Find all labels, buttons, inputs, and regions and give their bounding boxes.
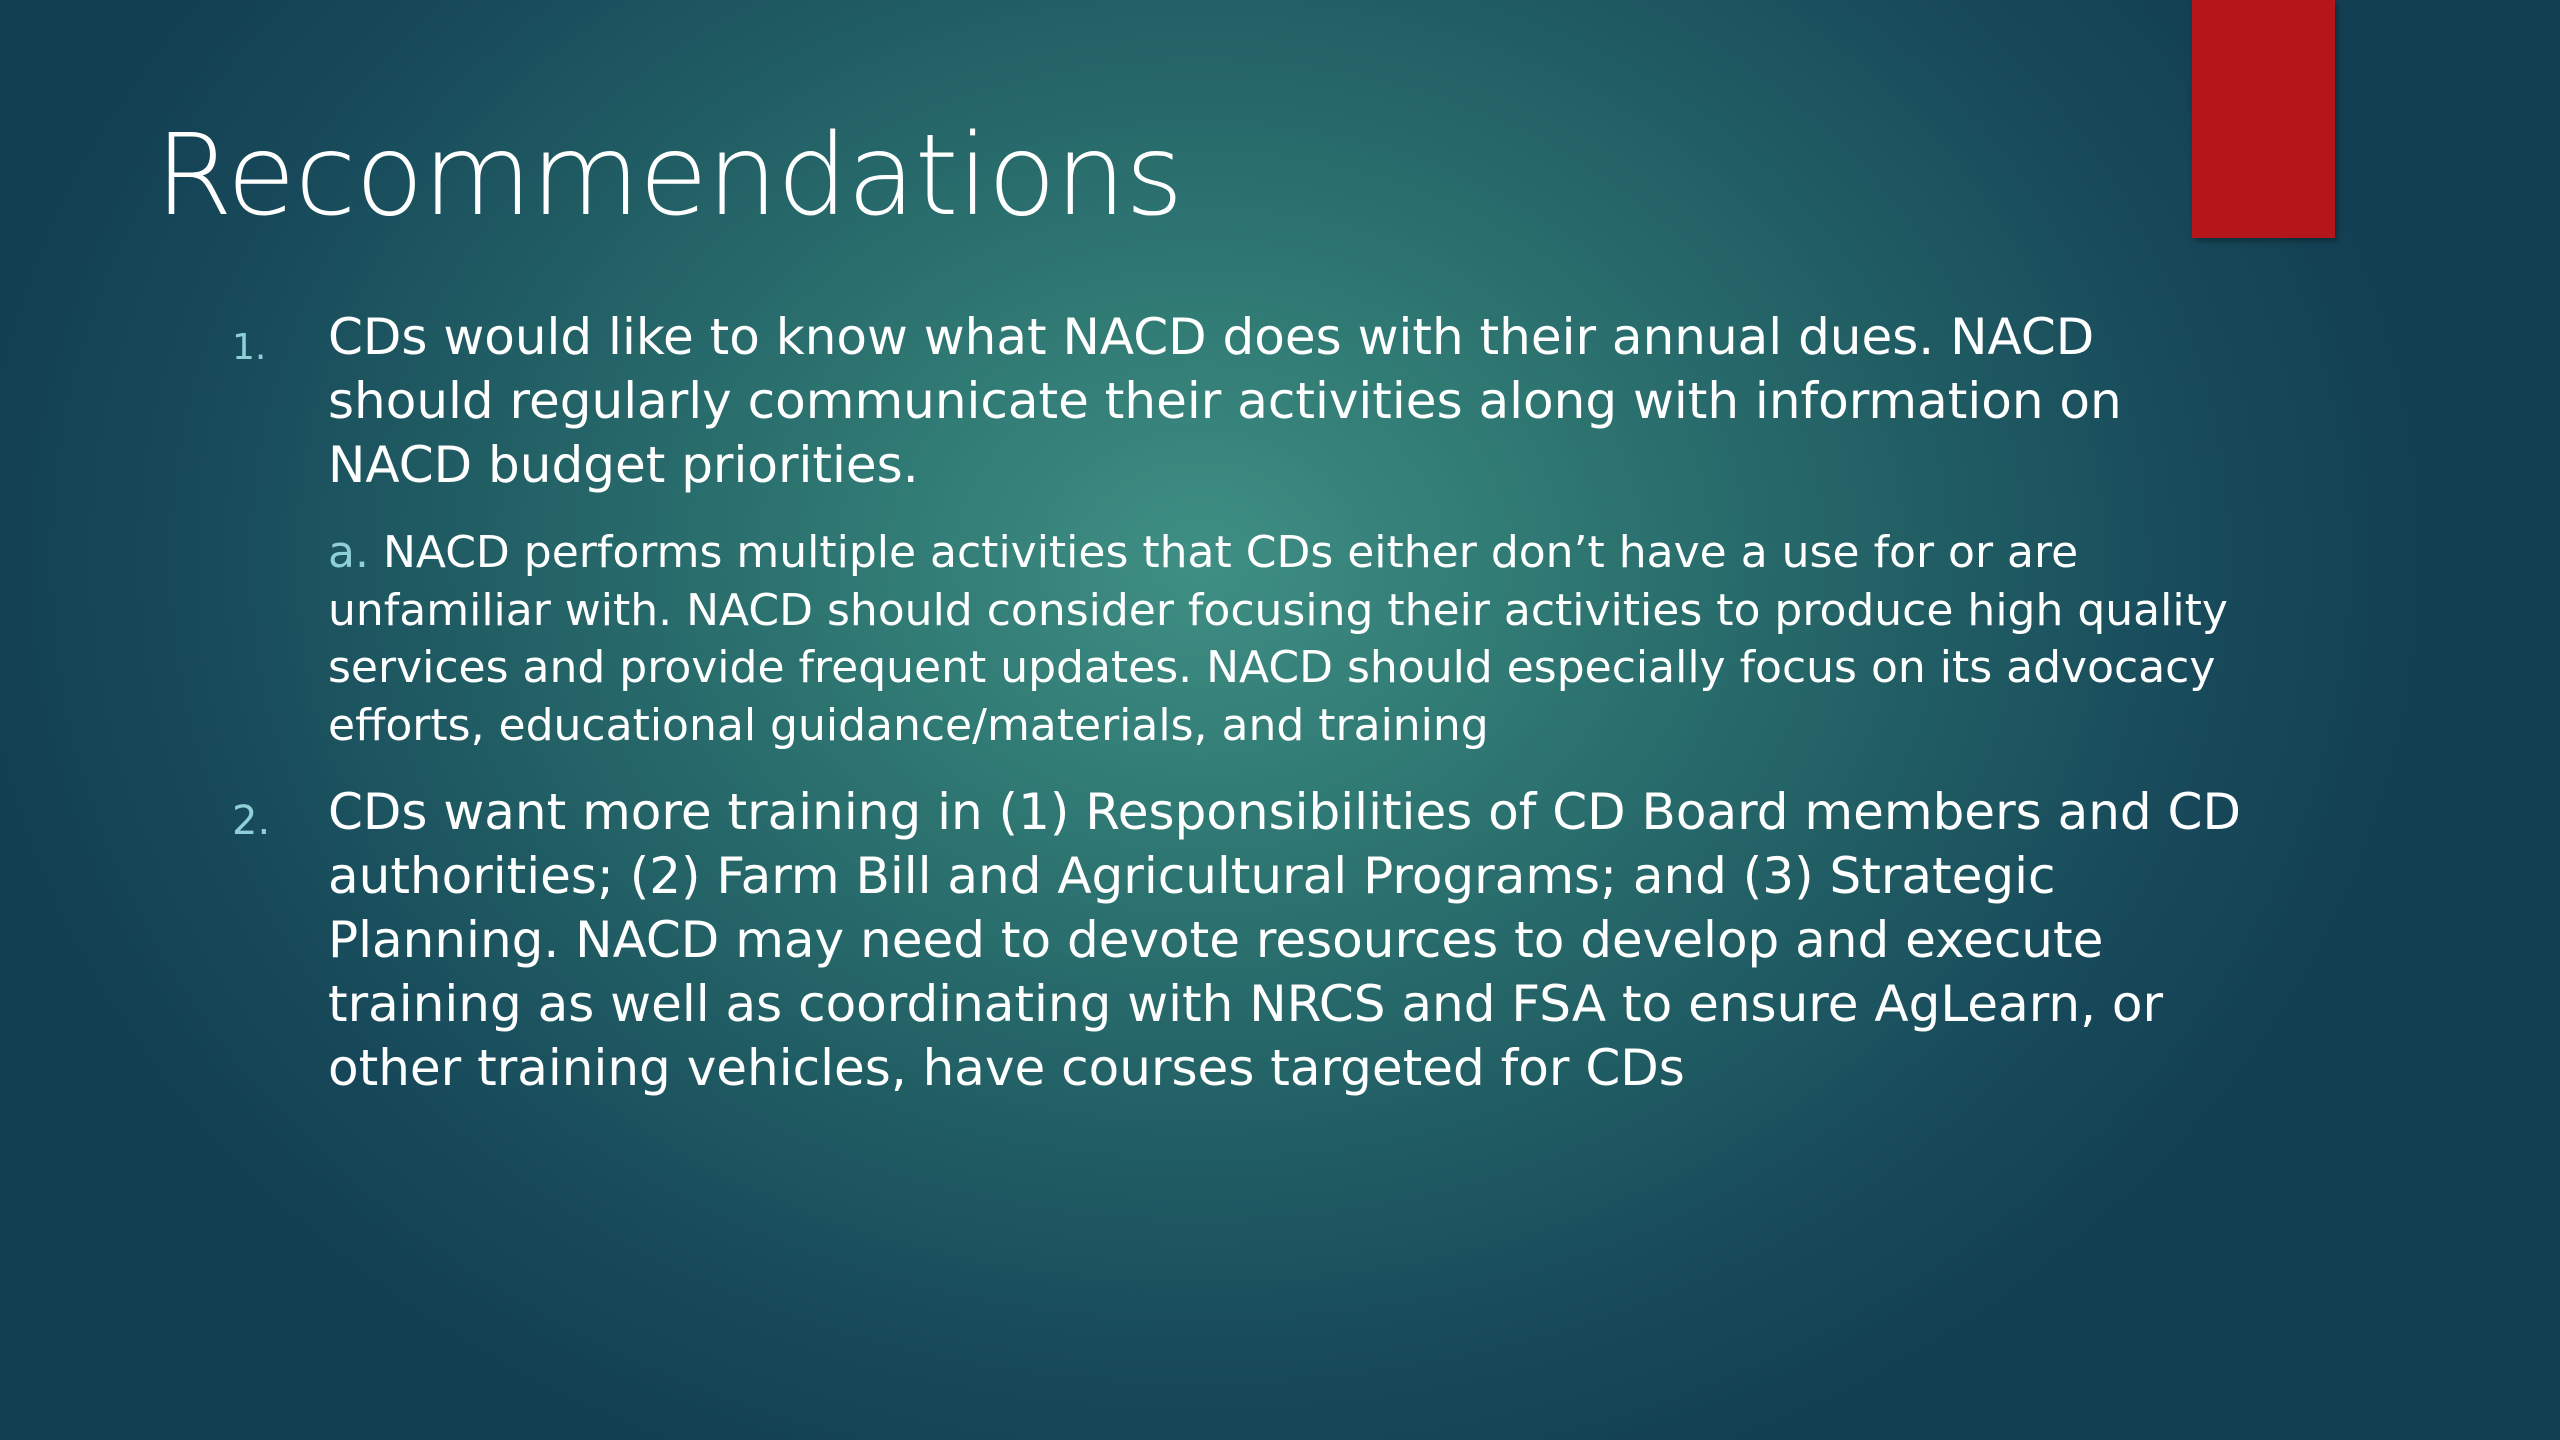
sub-list-item-marker: a. (328, 527, 369, 578)
sub-list-item-body: NACD performs multiple activities that CDs either don’t have a use for or are unfamiliar with. NACD should consider focusing their activities to produce high quality services and provide frequent updates. NACD should especially focus on its advocacy efforts, educational guidance/materials, and training (328, 527, 2228, 751)
slide-title: Recommendations (155, 111, 1183, 241)
list-item-number: 2. (232, 798, 271, 844)
sub-list-item-text (328, 524, 2248, 754)
list-item-text: CDs want more training in (1) Responsibilities of CD Board members and CD authorities; (2) Farm Bill and Agricultural Programs; and (3) Strategic Planning. NACD may need to devote resources to develop and execute training as well as coordinating with NRCS and FSA to ensure AgLearn, or other training vehicles, have courses targeted for CDs (328, 783, 2241, 1097)
list-item-text: CDs would like to know what NACD does with their annual dues. NACD should regularly communicate their activities along with information on NACD budget priorities. (328, 308, 2122, 494)
accent-bar (2192, 0, 2335, 238)
list-item-number: 1. (232, 327, 267, 368)
